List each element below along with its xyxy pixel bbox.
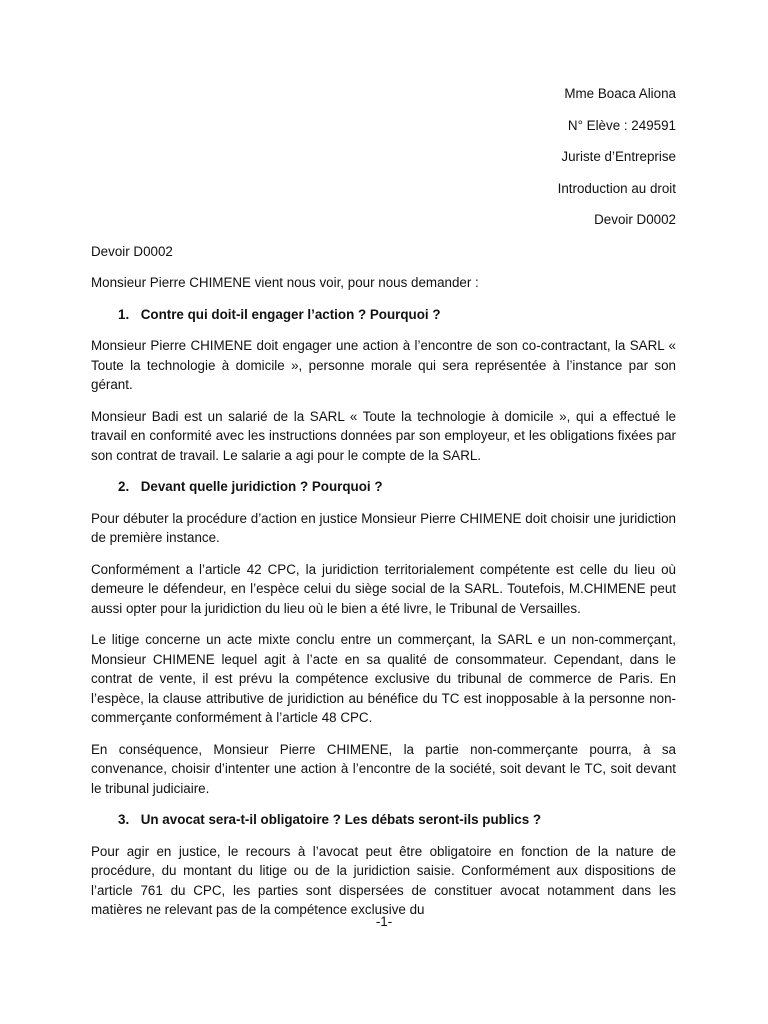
answer-paragraph: Pour débuter la procédure d’action en justice Monsieur Pierre CHIMENE doit choisir une juridiction de première instance. — [91, 510, 676, 545]
author-header — [91, 84, 676, 230]
assignment-id: Devoir D0002 — [594, 212, 676, 227]
answer-paragraph: Monsieur Badi est un salarié de la SARL « Toute la technologie à domicile », qui a effectué le travail en conformité avec les instructions données par son employeur, et les obligations fixées par son contrat de travail. Le salarie a agi pour le compte de la SARL. — [91, 408, 676, 463]
student-number: N° Elève : 249591 — [567, 117, 676, 133]
answer-paragraph: Pour agir en justice, le recours à l’avocat peut être obligatoire en fonction de la nature de procédure, du montant du litige ou de la juridiction saisie. Conformément aux dispositions de l’article 761 du CPC, les parties sont dispersées de constituer avocat notamment dans les matières ne relevant pas de la compétence exclusive du — [91, 843, 676, 917]
document-page — [91, 84, 676, 932]
document-title: Devoir D0002 — [91, 243, 173, 259]
answer-paragraph: Conformément a l’article 42 CPC, la juridiction territorialement compétente est celle du lieu où demeure le défendeur, en l’espèce celui du siège social de la SARL. Toutefois, M.CHIMENE peut aussi opter pour la juridiction du lieu où le bien a été livre, le Tribunal de Versailles. — [91, 561, 676, 616]
course-name: Introduction au droit — [557, 180, 676, 196]
question-2-text: Devant quelle juridiction ? Pourquoi ? — [140, 479, 383, 494]
author-name: Mme Boaca Aliona — [564, 86, 676, 101]
question-3-text: Un avocat sera-t-il obligatoire ? Les débats seront-ils publics ? — [140, 812, 542, 827]
program-name: Juriste d’Entreprise — [561, 149, 676, 164]
question-2-number: 2. — [118, 479, 130, 494]
question-1-number: 1. — [118, 306, 130, 322]
answer-paragraph: Monsieur Pierre CHIMENE doit engager une action à l’encontre de son co-contractant, la SARL « Toute la technologie à domicile », personne morale qui sera représentée à l’instance par son gérant. — [91, 338, 676, 392]
intro-paragraph: Monsieur Pierre CHIMENE vient nous voir, pour nous demander : — [91, 275, 479, 290]
question-1-heading — [91, 305, 676, 325]
page-number: -1- — [375, 914, 393, 929]
answer-paragraph: En conséquence, Monsieur Pierre CHIMENE, la partie non-commerçante pourra, à sa convenance, choisir d’intenter une action à l’encontre de la société, soit devant le TC, soit devant le tribunal judiciaire. — [91, 741, 676, 796]
question-3-heading — [91, 810, 676, 830]
question-2-heading — [91, 477, 676, 497]
question-1-text: Contre qui doit-il engager l’action ? Pourquoi ? — [140, 306, 441, 322]
question-3-number: 3. — [118, 812, 130, 827]
answer-paragraph: Le litige concerne un acte mixte conclu entre un commerçant, la SARL e un non-commerçant, Monsieur CHIMENE lequel agit à l’acte en sa qualité de consommateur. Cependant, dans le contrat de vente, il est prévu la compétence exclusive du tribunal de commerce de Paris. En l’espèce, la clause attributive de juridiction au bénéfice du TC est inopposable à la personne non-commerçante conformément à l’article 48 CPC. — [91, 632, 676, 725]
